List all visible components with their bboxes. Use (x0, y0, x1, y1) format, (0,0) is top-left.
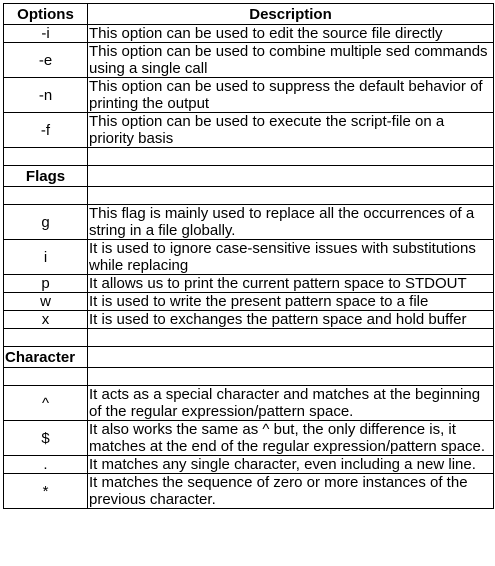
section-header-row (4, 166, 494, 187)
character-cell: . (4, 456, 88, 474)
description-cell: It acts as a special character and matches at the beginning of the regular expression/pattern space. (88, 386, 494, 421)
flag-cell: x (4, 311, 88, 329)
flag-cell: i (4, 240, 88, 275)
option-cell: -n (4, 78, 88, 113)
character-cell: ^ (4, 386, 88, 421)
description-cell: It also works the same as ^ but, the only difference is, it matches at the end of the regular expression/pattern space. (88, 421, 494, 456)
description-cell: It is used to write the present pattern space to a file (88, 293, 494, 311)
character-cell: * (4, 474, 88, 509)
empty-cell (4, 187, 88, 205)
option-cell: -f (4, 113, 88, 148)
option-cell: -e (4, 43, 88, 78)
description-cell: This option can be used to combine multiple sed commands using a single call (88, 43, 494, 78)
options-column-header: Options (4, 4, 88, 25)
empty-cell (88, 187, 494, 205)
table-row (4, 474, 494, 509)
table-row (4, 240, 494, 275)
table-row (4, 113, 494, 148)
option-cell: -i (4, 25, 88, 43)
empty-cell (88, 148, 494, 166)
table-row (4, 78, 494, 113)
table-row (4, 293, 494, 311)
character-cell: $ (4, 421, 88, 456)
empty-cell (4, 148, 88, 166)
table-row (4, 311, 494, 329)
empty-cell (4, 368, 88, 386)
table-row (4, 386, 494, 421)
empty-cell (4, 329, 88, 347)
table-row (4, 421, 494, 456)
description-cell: It allows us to print the current pattern space to STDOUT (88, 275, 494, 293)
flag-cell: g (4, 205, 88, 240)
description-column-header: Description (88, 4, 494, 25)
empty-cell (88, 329, 494, 347)
sed-reference-table (3, 3, 494, 509)
empty-cell (88, 347, 494, 368)
empty-cell (88, 368, 494, 386)
table-row (4, 205, 494, 240)
blank-row (4, 329, 494, 347)
blank-row (4, 187, 494, 205)
table-header-row (4, 4, 494, 25)
character-section-title: Character (4, 347, 88, 368)
table-row (4, 43, 494, 78)
empty-cell (88, 166, 494, 187)
flags-section-title: Flags (4, 166, 88, 187)
description-cell: This flag is mainly used to replace all the occurrences of a string in a file globally. (88, 205, 494, 240)
description-cell: It matches any single character, even including a new line. (88, 456, 494, 474)
sed-reference-table-container (3, 3, 493, 509)
description-cell: It is used to exchanges the pattern space and hold buffer (88, 311, 494, 329)
flag-cell: w (4, 293, 88, 311)
section-header-row (4, 347, 494, 368)
table-row (4, 25, 494, 43)
description-cell: This option can be used to execute the script-file on a priority basis (88, 113, 494, 148)
blank-row (4, 148, 494, 166)
description-cell: This option can be used to edit the source file directly (88, 25, 494, 43)
table-row (4, 275, 494, 293)
table-row (4, 456, 494, 474)
description-cell: It matches the sequence of zero or more instances of the previous character. (88, 474, 494, 509)
flag-cell: p (4, 275, 88, 293)
blank-row (4, 368, 494, 386)
description-cell: This option can be used to suppress the default behavior of printing the output (88, 78, 494, 113)
description-cell: It is used to ignore case-sensitive issues with substitutions while replacing (88, 240, 494, 275)
